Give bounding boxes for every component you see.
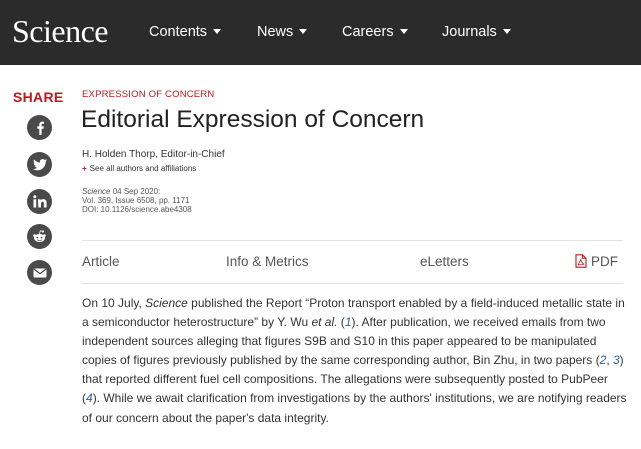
nav-journals-menu[interactable] [442,22,511,42]
reference-link-2[interactable]: 2 [599,353,607,368]
nav-careers-label: Careers [342,24,394,40]
tab-pdf-label: PDF [591,254,618,269]
linkedin-icon[interactable] [27,189,52,214]
nav-news-menu[interactable] [257,22,307,42]
body-text: ). While we await clarification from investigations by the authors' institutions, we are notifying readers of our concern about the paper's data integrity. [82,391,627,425]
article-type-label: EXPRESSION OF CONCERN [82,89,215,100]
facebook-icon[interactable] [27,115,52,140]
page-title: Editorial Expression of Concern [81,106,425,133]
nav-journals-label: Journals [442,24,497,40]
citation-doi[interactable]: DOI: 10.1126/science.abe4308 [82,205,192,214]
tab-eletters[interactable]: eLetters [420,254,469,269]
share-label: SHARE [13,89,64,105]
tab-article[interactable]: Article [82,254,120,269]
reference-link-3[interactable]: 3 [612,353,620,368]
body-text: ( [337,315,345,330]
chevron-down-icon [299,29,307,34]
reference-link-1[interactable]: 1 [344,315,352,330]
body-text: published the Report “Proton transport enabled by a field-induced metallic state in a semiconductor heterostructure” by Y. Wu [82,296,625,330]
citation-journal: Science [82,187,111,196]
nav-contents-menu[interactable] [149,22,221,42]
citation-date: 04 Sep 2020: [112,187,161,196]
body-text: On 10 July, [82,296,146,310]
nav-careers-menu[interactable] [342,22,408,42]
tabs-divider-top [82,240,623,241]
author-name[interactable]: H. Holden Thorp, Editor-in-Chief [82,149,225,160]
science-logo[interactable]: Science [12,13,108,49]
body-et-al: et al. [311,315,338,330]
plus-icon: + [82,164,87,173]
citation-volume: Vol. 369, Issue 6508, pp. 1171 [82,196,190,205]
article-body [82,294,627,428]
see-affiliations-label: See all authors and affiliations [89,164,197,173]
citation-info [82,187,192,214]
reddit-icon[interactable] [27,224,52,249]
pdf-icon [575,254,587,268]
top-navigation-bar [0,0,641,65]
body-journal-name: Science [145,296,188,310]
email-icon[interactable] [27,260,52,285]
tabs-divider-bottom [82,283,623,284]
body-text: ). After publication, we received emails from two independent sources alleging that figures S9B and S10 in this paper appeared to be manipulated copies of figures previously published by the same corresponding author, Bin Zhu, in two papers ( [82,315,606,368]
chevron-down-icon [213,29,221,34]
body-text: ) that reported different fuel cell compositions. The allegations were subsequently posted to PubPeer ( [82,353,624,406]
nav-contents-label: Contents [149,24,208,40]
nav-news-label: News [257,24,294,40]
twitter-icon[interactable] [27,152,52,177]
reference-link-4[interactable]: 4 [86,391,93,406]
see-affiliations-link[interactable] [82,164,196,173]
citation-journal-date [82,187,192,196]
chevron-down-icon [503,29,511,34]
tab-info-metrics[interactable]: Info & Metrics [226,254,309,269]
chevron-down-icon [400,29,408,34]
body-text: , [606,353,613,368]
tab-pdf[interactable] [575,253,618,271]
